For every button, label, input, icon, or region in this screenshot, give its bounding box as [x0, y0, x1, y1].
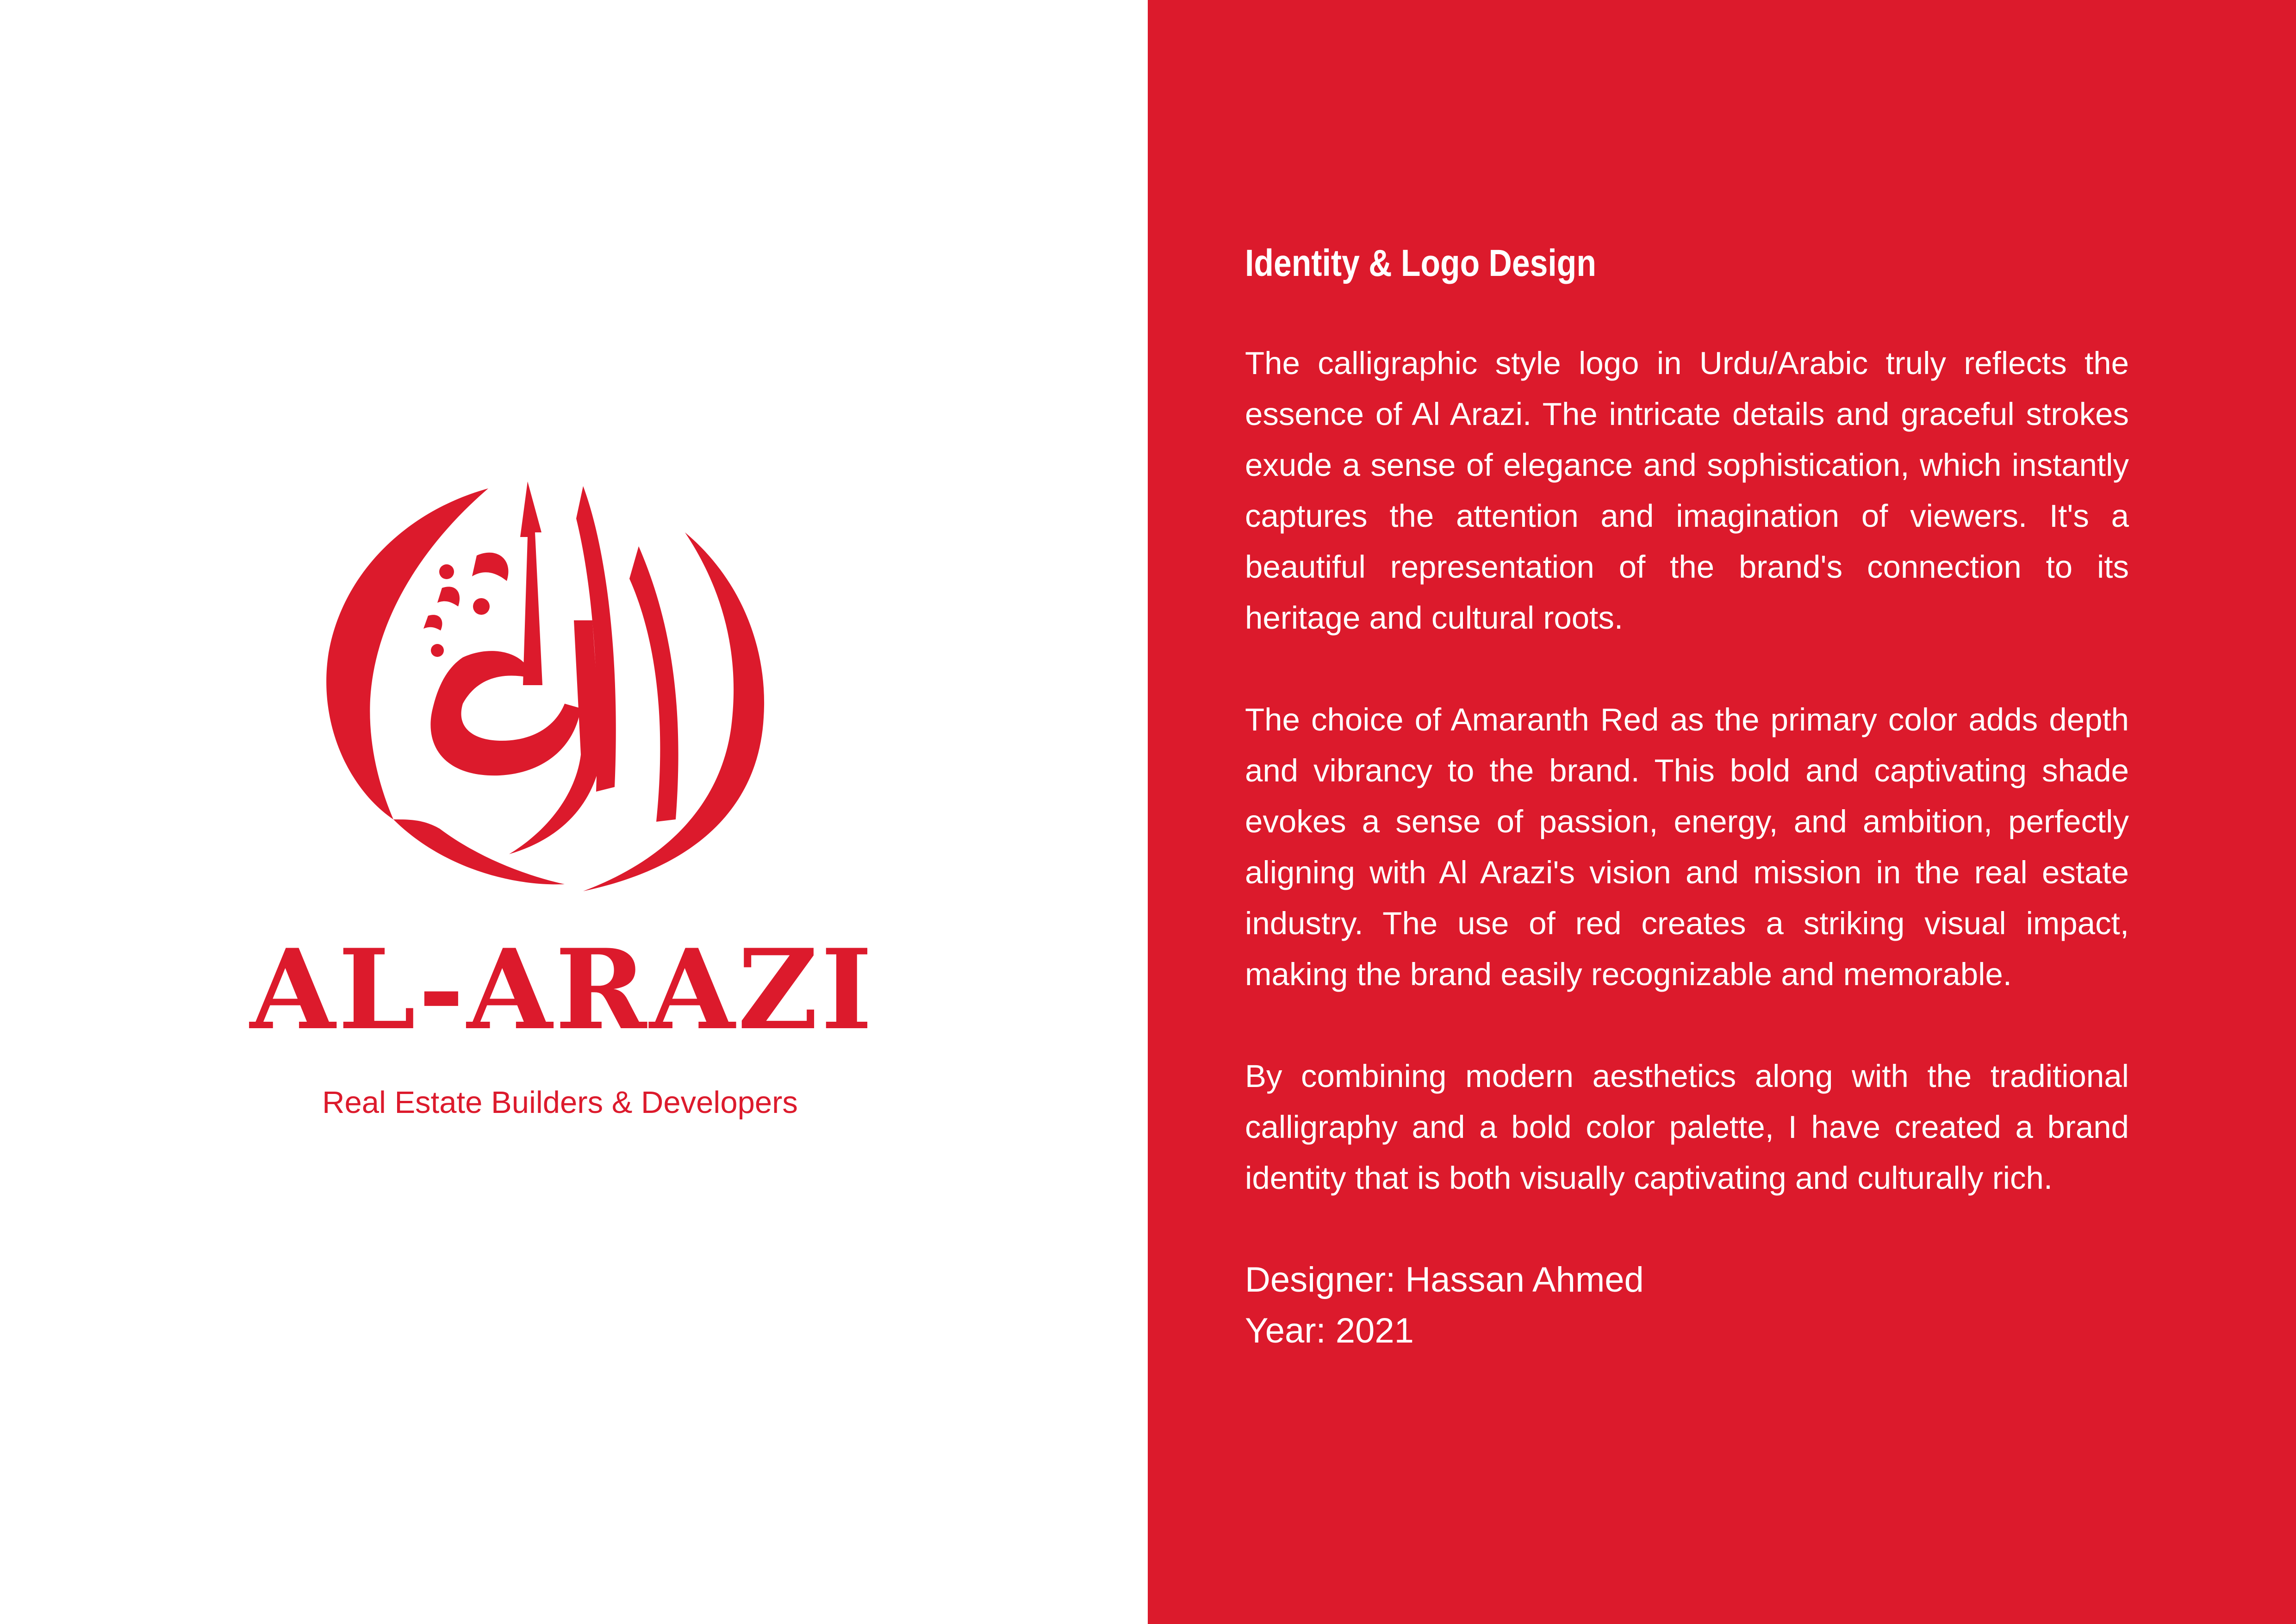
calligraphy-logo-icon: [324, 468, 778, 903]
brand-name: AL-ARAZI: [250, 925, 875, 1055]
designer-credit: Designer: Hassan Ahmed: [1245, 1260, 1644, 1300]
paragraph-calligraphy: The calligraphic style logo in Urdu/Arabic truly reflects the essence of Al Arazi. The intricate details and graceful strokes exude a sense of elegance and sophistication, which instantly captures the attention and imagination of viewers. It's a beautiful representation of the brand's connection to its heritage and cultural roots.: [1245, 345, 2129, 636]
year-credit: Year: 2021: [1245, 1311, 1414, 1351]
section-heading: Identity & Logo Design: [1245, 242, 1596, 284]
paragraph-summary: By combining modern aesthetics along with the traditional calligraphy and a bold color palette, I have created a brand identity that is both visually captivating and culturally rich.: [1245, 1058, 2129, 1196]
paragraph-color: The choice of Amaranth Red as the primary color adds depth and vibrancy to the brand. This bold and captivating shade evokes a sense of passion, energy, and ambition, perfectly aligning with Al Arazi's vision and mission in the real estate industry. The use of red creates a striking visual impact, making the brand easily recognizable and memorable.: [1245, 702, 2129, 993]
description-text: [1245, 241, 2129, 1356]
brand-tagline: Real Estate Builders & Developers: [322, 1085, 798, 1120]
